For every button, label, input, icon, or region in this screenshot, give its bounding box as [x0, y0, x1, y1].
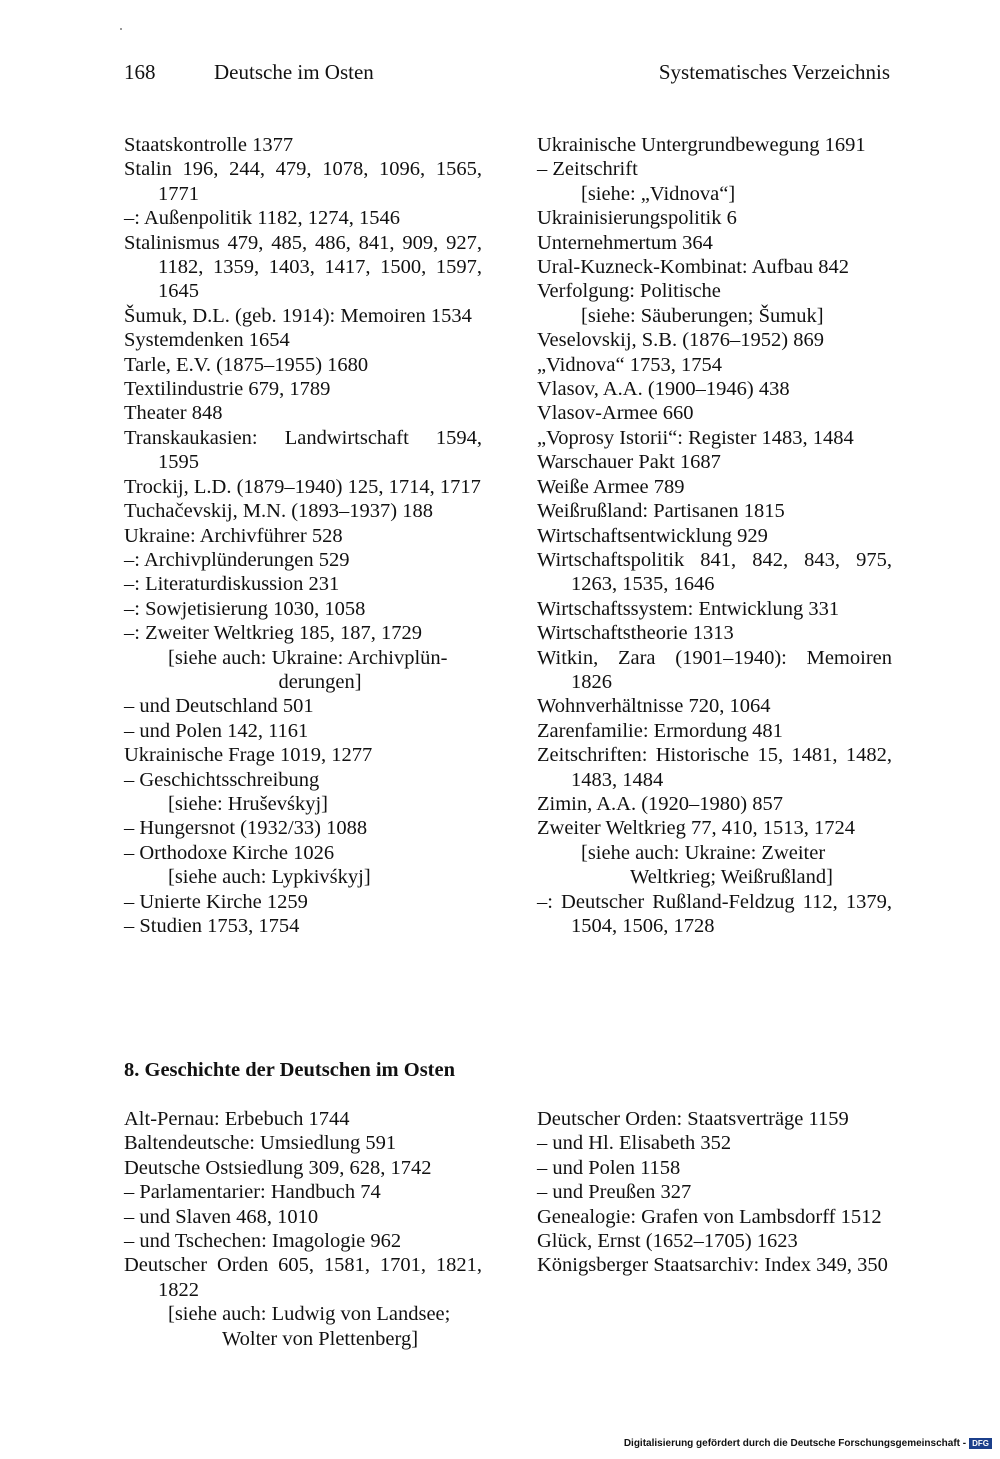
index-entry [124, 304, 482, 328]
entry-text: –: Deutscher Rußland-Feldzug 112, 1379, 1504, 1506, 1728 [537, 890, 892, 937]
entry-text: Weißrußland: Partisanen 1815 [537, 500, 785, 523]
cross-reference: [siehe: Säuberungen; Šumuk] [581, 304, 824, 327]
entry-text: – Geschichtsschreibung [124, 768, 320, 791]
entry-text: Königsberger Staatsarchiv: Index 349, 350 [537, 1254, 888, 1277]
index-entry [124, 890, 482, 914]
entry-text: – und Hl. Elisabeth 352 [537, 1132, 732, 1155]
index-entry [537, 1107, 892, 1131]
entry-text: Wirtschaftstheorie 1313 [537, 622, 734, 645]
index-entry [124, 1131, 482, 1155]
index-entry [537, 1180, 892, 1204]
index-entry [124, 206, 482, 230]
index-entry [537, 1156, 892, 1180]
cross-reference: [siehe: Hruševśkyj] [168, 792, 328, 815]
index-entry [537, 133, 892, 157]
index-entry [124, 621, 482, 694]
index-entry [537, 475, 892, 499]
index-column-bottom-right [537, 1107, 892, 1278]
section-title: Systematisches Verzeichnis [658, 60, 890, 84]
index-entry [537, 890, 892, 939]
entry-text: Deutscher Orden: Staatsverträge 1159 [537, 1108, 849, 1130]
index-entry [124, 768, 482, 817]
index-entry [537, 377, 892, 401]
entry-text: Staatskontrolle 1377 [124, 134, 294, 156]
entry-text: – Hungersnot (1932/33) 1088 [124, 817, 368, 840]
index-entry [537, 621, 892, 645]
index-entry [537, 548, 892, 597]
cross-reference: [siehe auch: Ukraine: Archivplün- [168, 646, 448, 669]
entry-text: – Parlamentarier: Handbuch 74 [124, 1181, 381, 1204]
index-entry [124, 475, 482, 499]
entry-text: Weiße Armee 789 [537, 475, 685, 498]
entry-text: – und Slaven 468, 1010 [124, 1205, 319, 1228]
cross-reference: [siehe: „Vidnova“] [581, 182, 736, 205]
cross-reference-continued: Wolter von Plettenberg] [221, 1327, 419, 1350]
entry-text: Genealogie: Grafen von Lambsdorff 1512 [537, 1205, 882, 1228]
index-entry [124, 1253, 482, 1351]
entry-text: Šumuk, D.L. (geb. 1914): Memoiren 1534 [124, 304, 472, 327]
index-entry [537, 401, 892, 425]
entry-text: Transkaukasien: Landwirtschaft 1594, 1595 [124, 426, 482, 474]
entry-text: Ukrainische Untergrundbewegung 1691 [537, 134, 866, 156]
index-entry [537, 597, 892, 621]
index-entry [537, 206, 892, 230]
index-entry [537, 450, 892, 474]
index-entry [124, 499, 482, 523]
entry-text: Deutscher Orden 605, 1581, 1701, 1821, 1822 [124, 1254, 482, 1301]
entry-text: Ural-Kuzneck-Kombinat: Aufbau 842 [537, 256, 849, 279]
index-entry [124, 524, 482, 548]
entry-text: Deutsche Ostsiedlung 309, 628, 1742 [124, 1156, 432, 1179]
index-entry [124, 816, 482, 840]
footer-text: Digitalisierung gefördert durch die Deutsche Forschungsgemeinschaft - [623, 1438, 967, 1449]
entry-text: Wirtschaftssystem: Entwicklung 331 [537, 597, 840, 620]
index-entry [537, 353, 892, 377]
entry-text: Stalinismus 479, 485, 486, 841, 909, 927, 1182, 1359, 1403, 1417, 1500, 1597, 1645 [124, 231, 482, 303]
index-column-top-left [124, 133, 482, 938]
running-title: Deutsche im Osten [214, 60, 374, 84]
page-number: 168 [124, 60, 156, 84]
index-entry [537, 743, 892, 792]
entry-text: Witkin, Zara (1901–1940): Memoiren 1826 [537, 646, 892, 693]
index-entry [124, 914, 482, 938]
page-header [124, 60, 890, 90]
index-entry [124, 572, 482, 596]
entry-text: Wirtschaftspolitik 841, 842, 843, 975, 1263, 1535, 1646 [537, 548, 892, 596]
entry-text: – Orthodoxe Kirche 1026 [124, 841, 335, 864]
index-entry [537, 157, 892, 206]
index-entry [124, 1205, 482, 1229]
entry-text: Tarle, E.V. (1875–1955) 1680 [124, 353, 369, 376]
index-entry [537, 719, 892, 743]
cross-reference: [siehe auch: Ludwig von Landsee; [168, 1303, 451, 1326]
entry-text: –: Zweiter Weltkrieg 185, 187, 1729 [124, 622, 423, 645]
index-entry [124, 1107, 482, 1131]
entry-text: –: Außenpolitik 1182, 1274, 1546 [124, 207, 400, 230]
entry-text: Ukraine: Archivführer 528 [124, 524, 343, 547]
entry-text: Ukrainisierungspolitik 6 [537, 207, 737, 230]
entry-text: Systemdenken 1654 [124, 329, 290, 352]
entry-text: Veselovskij, S.B. (1876–1952) 869 [537, 329, 824, 352]
entry-text: Warschauer Pakt 1687 [537, 451, 721, 474]
entry-text: Zimin, A.A. (1920–1980) 857 [537, 792, 783, 815]
index-entry [124, 353, 482, 377]
entry-text: Wirtschaftsentwicklung 929 [537, 524, 768, 547]
index-entry [537, 255, 892, 279]
index-entry [537, 279, 892, 328]
entry-text: – Studien 1753, 1754 [124, 915, 300, 937]
index-entry [537, 694, 892, 718]
cross-reference-continued: derungen] [278, 670, 362, 693]
index-entry [124, 694, 482, 718]
entry-text: –: Sowjetisierung 1030, 1058 [124, 597, 366, 620]
digitization-footer [624, 1438, 992, 1449]
index-entry [537, 1253, 892, 1277]
index-entry [537, 426, 892, 450]
entry-text: – Unierte Kirche 1259 [124, 890, 308, 913]
entry-text: Unternehmertum 364 [537, 231, 713, 254]
entry-text: –: Archivplünderungen 529 [124, 548, 350, 571]
entry-text: Vlasov, A.A. (1900–1946) 438 [537, 378, 790, 401]
entry-text: Zeitschriften: Historische 15, 1481, 1482, 1483, 1484 [537, 744, 892, 791]
entry-text: – und Deutschland 501 [124, 695, 314, 718]
entry-text: –: Literaturdiskussion 231 [124, 573, 340, 596]
index-entry [124, 743, 482, 767]
index-entry [124, 133, 482, 157]
index-entry [537, 646, 892, 695]
index-entry [124, 548, 482, 572]
index-entry [124, 1229, 482, 1253]
index-entry [537, 1205, 892, 1229]
entry-text: Wohnverhältnisse 720, 1064 [537, 695, 771, 718]
entry-text: Ukrainische Frage 1019, 1277 [124, 744, 373, 767]
entry-text: Textilindustrie 679, 1789 [124, 378, 331, 401]
entry-text: Glück, Ernst (1652–1705) 1623 [537, 1230, 798, 1253]
entry-text: Baltendeutsche: Umsiedlung 591 [124, 1132, 397, 1155]
entry-text: – Zeitschrift [537, 158, 638, 181]
entry-text: Verfolgung: Politische [537, 280, 721, 303]
index-entry [124, 841, 482, 890]
index-entry [537, 1229, 892, 1253]
index-entry [537, 328, 892, 352]
entry-text: – und Polen 142, 1161 [124, 719, 309, 742]
dfg-logo: DFG [969, 1438, 992, 1449]
index-entry [537, 1131, 892, 1155]
scan-speck [120, 28, 122, 30]
entry-text: Zweiter Weltkrieg 77, 410, 1513, 1724 [537, 817, 855, 840]
entry-text: Vlasov-Armee 660 [537, 402, 694, 425]
entry-text: „Voprosy Istorii“: Register 1483, 1484 [537, 426, 854, 449]
entry-text: – und Polen 1158 [537, 1156, 681, 1179]
index-entry [124, 1180, 482, 1204]
index-entry [124, 231, 482, 304]
index-entry [124, 719, 482, 743]
entry-text: Stalin 196, 244, 479, 1078, 1096, 1565, 1771 [124, 158, 482, 205]
entry-text: Trockij, L.D. (1879–1940) 125, 1714, 1717 [124, 475, 481, 498]
entry-text: Zarenfamilie: Ermordung 481 [537, 719, 783, 742]
index-column-bottom-left [124, 1107, 482, 1351]
index-entry [537, 792, 892, 816]
entry-text: – und Tschechen: Imagologie 962 [124, 1230, 402, 1253]
index-entry [124, 157, 482, 206]
cross-reference: [siehe auch: Ukraine: Zweiter [581, 841, 826, 864]
entry-text: Alt-Pernau: Erbebuch 1744 [124, 1108, 350, 1130]
entry-text: Tuchačevskij, M.N. (1893–1937) 188 [124, 500, 434, 523]
cross-reference: [siehe auch: Lypkivśkyj] [168, 866, 371, 889]
index-entry [124, 597, 482, 621]
entry-text: – und Preußen 327 [537, 1181, 692, 1204]
index-entry [537, 816, 892, 889]
index-entry [537, 499, 892, 523]
cross-reference-continued: Weltkrieg; Weißrußland] [630, 866, 833, 889]
index-entry [124, 1156, 482, 1180]
index-entry [124, 401, 482, 425]
index-entry [124, 377, 482, 401]
index-entry [124, 328, 482, 352]
entry-text: Theater 848 [124, 402, 223, 425]
section-heading: 8. Geschichte der Deutschen im Osten [124, 1059, 456, 1081]
entry-text: „Vidnova“ 1753, 1754 [537, 353, 722, 376]
index-entry [537, 231, 892, 255]
index-column-top-right [537, 133, 892, 938]
index-entry [537, 524, 892, 548]
index-entry [124, 426, 482, 475]
